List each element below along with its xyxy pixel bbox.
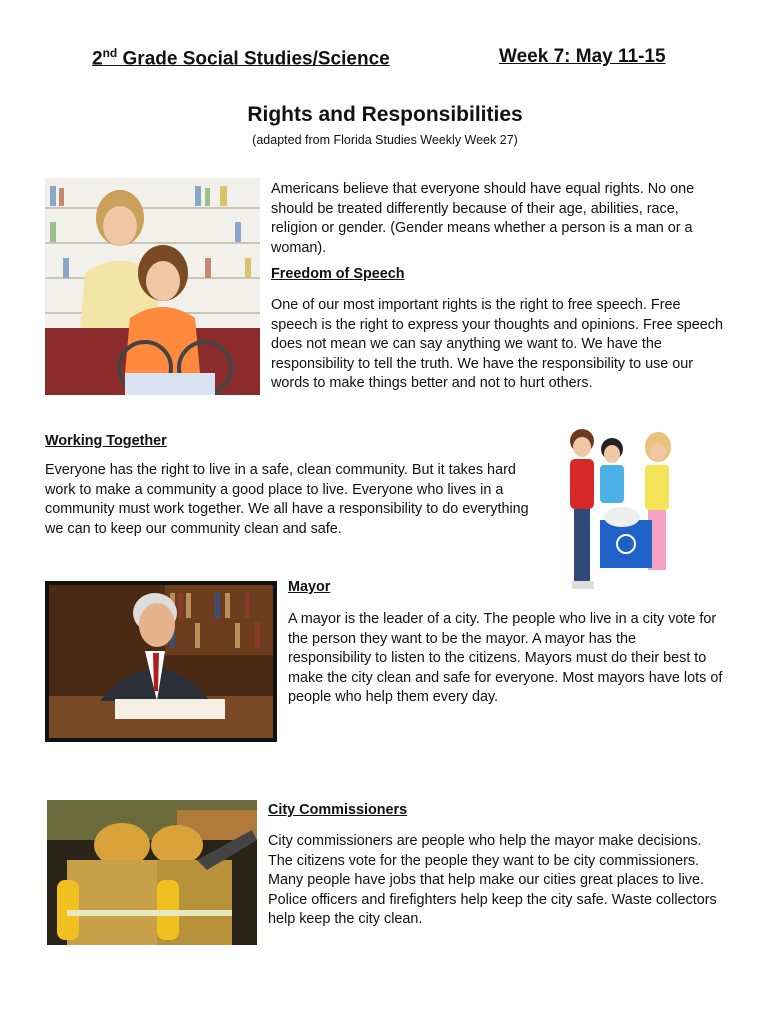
city-commissioners-heading: City Commissioners [268,802,408,818]
page-title: Rights and Responsibilities [247,103,523,126]
freedom-speech-heading: Freedom of Speech [271,266,405,282]
working-together-heading: Working Together [45,433,167,449]
mayor-heading: Mayor [288,579,331,595]
page-subtitle: (adapted from Florida Studies Weekly Week 27) [252,133,518,147]
working-together-text: Everyone has the right to live in a safe, clean community. But it takes hard work to make a community a good place to live. Everyone who lives in a community must work together. We all have a responsibility to do everything we can to keep our community clean and safe. [45,462,529,537]
freedom-speech-text: One of our most important rights is the right to free speech. Free speech is the right to express your thoughts and opinions. Free speech does not mean we can say anything we want to. We have the responsibility to tell the truth. We have the responsibility to use our words to make things better and not to hurt others. [271,297,723,392]
intro-paragraph: Americans believe that everyone should have equal rights. No one should be treated differently because of their age, abilities, race, religion or gender. (Gender means whether a person is a man or a woman). [271,181,695,256]
girls-library-photo [45,178,260,395]
mayor-photo [45,581,277,742]
firefighters-photo [47,800,257,945]
header-grade: 2nd Grade Social Studies/Science [92,46,390,70]
city-commissioners-text: City commissioners are people who help the mayor make decisions. The citizens vote for the people they want to be city commissioners. Many people have jobs that help make our cities great places to live. Police officers and firefighters help keep the city safe. Waste collectors help keep the city clean. [268,833,717,928]
mayor-text: A mayor is the leader of a city. The people who live in a city vote for the person they want to be the mayor. A mayor has the responsibility to listen to the citizens. Mayors must do their best to make the city clean and safe for everyone. Most mayors have lots of people who help them every day. [288,611,723,706]
kids-recycling-photo [560,425,685,595]
header-week: Week 7: May 11-15 [499,46,666,67]
